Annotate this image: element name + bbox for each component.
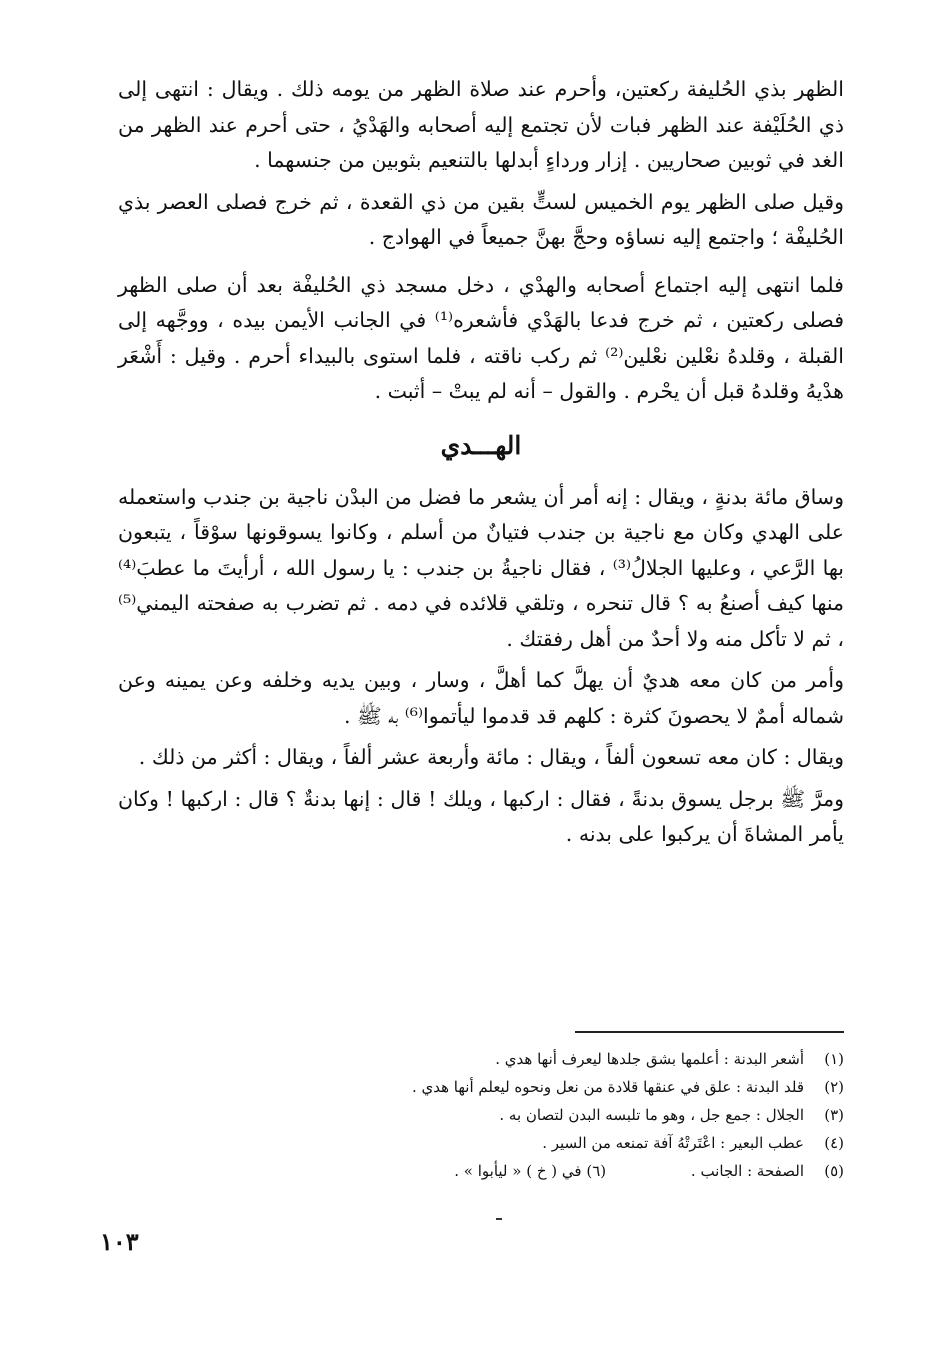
footnote-2 bbox=[250, 1073, 844, 1101]
footnote-text bbox=[250, 1157, 804, 1185]
footnote-6-text: (٦) في ( خ ) « ليأبوا » . bbox=[454, 1162, 607, 1180]
page-body bbox=[118, 70, 844, 853]
section-heading: الهـــدي bbox=[440, 430, 522, 460]
hady-paragraph-4: ومرَّ ﷺ برجل يسوق بدنةً ، فقال : اركبها ، ويلك ! قال : إنها بدنةٌ ؟ قال : اركبها ! وكان يأمر المشاةَ أن يركبوا على بدنه . bbox=[118, 786, 844, 846]
footnote-number: (٥) bbox=[824, 1162, 844, 1180]
paragraph-3: فلما انتهى إليه اجتماع أصحابه والهدْي ، دخل مسجد ذي الحُليفْة بعد أن صلى الظهر فصلى ركعتين ، ثم خرج فدعا بالهَدْي فأشعره⁽¹⁾ في الجانب الأيمن بيده ، ووجَّهه إلى القبلة ، وقلدهُ نعْلين نعْلين⁽²⁾ ثم ركب ناقته ، فلما استوى بالبيداء أحرم . وقيل : أَشْعَر هدْيهُ وقلدهُ قبل أن يحْرم . والقول – أنه لم يبتْ – أثبت . bbox=[118, 272, 845, 403]
footnotes bbox=[250, 1045, 844, 1185]
footnote-1 bbox=[250, 1045, 844, 1073]
footnote-text: قلد البدنة : علق في عنقها قلادة من نعل ونحوه ليعلم أنها هدي . bbox=[411, 1078, 804, 1096]
hady-paragraph-1: وساق مائة بدنةٍ ، ويقال : إنه أمر أن يشعر ما فضل من البدْن ناجية بن جندب واستعمله على الهدي وكان مع ناجية بن جندب فتيانٌ من أسلم ، وكانوا يسوقونها سوْقاً ، يتبعون بها الرَّعي ، وعليها الجلالُ⁽³⁾ ، فقال ناجيةُ بن جندب : يا رسول الله ، أرأيتَ ما عطبَ⁽⁴⁾ منها كيف أصنعُ به ؟ قال تنحره ، وتلقي قلائده في دمه . ثم تضرب به صفحته اليمني⁽⁵⁾ ، ثم لا تأكل منه ولا أحدٌ من أهل رفقتك . bbox=[118, 484, 844, 651]
footnote-4 bbox=[250, 1129, 844, 1157]
center-mark bbox=[496, 1218, 502, 1220]
footnote-text: الجلال : جمع جل ، وهو ما تلبسه البدن لتصان به . bbox=[499, 1106, 804, 1124]
footnote-text: عطب البعير : اعْتَرتْهُ آفة تمنعه من السير . bbox=[542, 1134, 804, 1152]
footnote-number: (٤) bbox=[824, 1134, 844, 1152]
footnote-5 bbox=[250, 1157, 844, 1185]
footnote-text: أشعر البدنة : أعلمها بشق جلدها ليعرف أنها هدي . bbox=[495, 1050, 804, 1068]
hady-paragraph-3: ويقال : كان معه تسعون ألفاً ، ويقال : مائة وأربعة عشر ألفاً ، ويقال : أكثر من ذلك . bbox=[138, 745, 844, 769]
footnote-divider bbox=[575, 1031, 844, 1033]
footnote-number: (٢) bbox=[824, 1078, 844, 1096]
footnote-5-text: الصفحة : الجانب . bbox=[690, 1162, 804, 1180]
footnote-3 bbox=[250, 1101, 844, 1129]
footnote-number: (١) bbox=[824, 1050, 844, 1068]
paragraph-1: الظهر بذي الحُليفة ركعتين، وأحرم عند صلاة الظهر من يومه ذلك . ويقال : انتهى إلى ذي الحُلَيْفة عند الظهر فبات لأن تجتمع إليه أصحابه والهَدْيُ ، حتى أحرم عند الظهر من الغد في ثوبين صحاريين . إزار ورداءٍ أبدلها بالتنعيم بثوبين من جنسهما . bbox=[118, 77, 844, 172]
paragraph-2: وقيل صلى الظهر يوم الخميس لستٍّ بقين من ذي القعدة ، ثم خرج فصلى العصر بذي الحُليفْة ؛ واجتمع إليه نساؤه وحجَّ بهنَّ جميعاً في الهوادج . bbox=[118, 189, 844, 249]
hady-paragraph-2: وأمر من كان معه هديٌ أن يهلَّ كما أهلَّ ، وسار ، وبين يديه وخلفه وعن يمينه وعن شماله أممٌ لا يحصونَ كثرة : كلهم قد قدموا ليأتموا⁽⁶⁾ به ﷺ . bbox=[118, 668, 844, 728]
footnote-number: (٣) bbox=[824, 1106, 844, 1124]
page-number: ١٠٣ bbox=[100, 1227, 139, 1256]
